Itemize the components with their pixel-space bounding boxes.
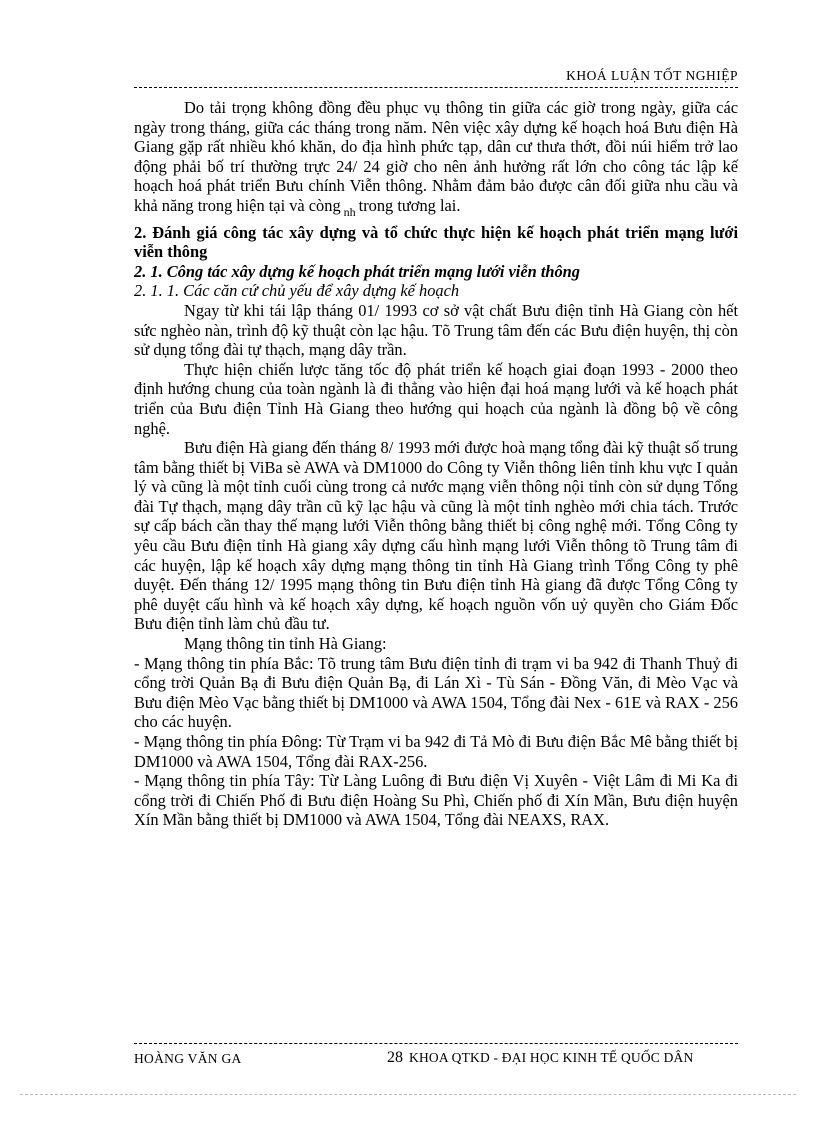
paragraph-1-subscript: nh <box>343 204 356 219</box>
paragraph-1 <box>134 98 738 223</box>
header-divider <box>134 87 738 88</box>
footer-divider <box>134 1043 738 1044</box>
footer-author: HOÀNG VĂN GA <box>134 1051 242 1066</box>
page-body <box>134 98 738 830</box>
paragraph-4: Bưu điện Hà giang đến tháng 8/ 1993 mới được hoà mạng tổng đài kỹ thuật số trung tâm bằng thiết bị ViBa sè AWA và DM1000 do Công ty Viễn thông liên tỉnh khu vực I quản lý và cũng là một tỉnh cuối cùng trong cả nước mạng viễn thông nội tỉnh còn sử dụng Tổng đài Tự thạch, mạng dây trần cũ kỹ lạc hậu và cũng là một tỉnh nghèo mới chia tách. Trước sự cấp bách cần thay thế mạng lưới Viễn thông bằng thiết bị công nghệ mới. Tổng Công ty yêu cầu Bưu điện tỉnh Hà giang xây dựng cấu hình mạng lưới Viễn thông tõ Trung tâm đi các huyện, lập kế hoạch xây dựng mạng thông tin tỉnh Hà Giang trình Tổng Công ty phê duyệt. Đến tháng 12/ 1995 mạng thông tin Bưu điện tỉnh Hà giang đã được Tổng Công ty phê duyệt cấu hình và kế hoạch xây dựng, kế hoạch nguồn vốn uỷ quyền cho Giám Đốc Bưu điện tỉnh làm chủ đầu tư. <box>134 438 738 634</box>
page-number: 28 <box>387 1049 403 1066</box>
footer-right <box>387 1049 693 1067</box>
paragraph-north-network: - Mạng thông tin phía Bắc: Tõ trung tâm Bưu điện tỉnh đi trạm vi ba 942 đi Thanh Thuỷ đi cổng trời Quản Bạ đi Bưu điện Quản Bạ, đi Lán Xì - Tù Sán - Đồng Văn, đi Mèo Vạc và Bưu điện Mèo Vạc bằng thiết bị DM1000 và AWA 1504, Tổng đài Nex - 61E và RAX - 256 cho các huyện. <box>134 653 738 732</box>
paragraph-1-end: trong tương lai. <box>358 195 461 215</box>
paragraph-east-network: - Mạng thông tin phía Đông: Từ Trạm vi ba 942 đi Tả Mò đi Bưu điện Bắc Mê bằng thiết bị DM1000 và AWA 1504, Tổng đài RAX-256. <box>134 732 738 771</box>
paragraph-3: Thực hiện chiến lược tăng tốc độ phát triển kế hoạch giai đoạn 1993 - 2000 theo định hướng chung của toàn ngành là đi thẳng vào hiện đại hoá mạng lưới và kế hoạch phát triển của Bưu điện Tỉnh Hà Giang theo hướng qui hoạch của ngành là đồng bộ về công nghệ. <box>134 359 738 438</box>
paragraph-1-text: Do tải trọng không đồng đều phục vụ thông tin giữa các giờ trong ngày, giữa các ngày trong tháng, giữa các tháng trong năm. Nên việc xây dựng kế hoạch hoá Bưu điện Hà Giang gặp rất nhiều khó khăn, do địa hình phức tạp, dân cư thưa thớt, đồi núi hiểm trở lao động phải bố trí thường trực 24/ 24 giờ cho nên ảnh hưởng rất lớn cho công tác lập kế hoạch hoá phát triển Bưu chính Viễn thông. Nhằm đảm bảo được cân đối giữa nhu cầu và khả năng trong hiện tại và còng <box>134 98 738 215</box>
footer-school: KHOA QTKD - ĐẠI HỌC KINH TẾ QUỐC DÂN <box>409 1050 694 1065</box>
heading-section-2-1-1: 2. 1. 1. Các căn cứ chủ yếu để xây dựng kế hoạch <box>134 281 460 301</box>
paragraph-2: Ngay từ khi tái lập tháng 01/ 1993 cơ sở vật chất Bưu điện tỉnh Hà Giang còn hết sức nghèo nàn, trình độ kỹ thuật còn lạc hậu. Tõ Trung tâm đến các Bưu điện huyện, thị còn sử dụng tổng đài tự thạch, mạng dây trần. <box>134 300 738 360</box>
heading-section-2: 2. Đánh giá công tác xây dựng và tổ chức thực hiện kế hoạch phát triển mạng lưới viễn thông <box>134 222 738 262</box>
paragraph-west-network: - Mạng thông tin phía Tây: Từ Làng Luông đi Bưu điện Vị Xuyên - Việt Lâm đi Mi Ka đi cổng trời đi Chiến Phố đi Bưu điện Hoàng Su Phì, Chiến phố đi Xín Mần, Bưu điện huyện Xín Mần bằng thiết bị DM1000 và AWA 1504, Tổng đài NEAXS, RAX. <box>134 771 738 830</box>
heading-section-2-1: 2. 1. Công tác xây dựng kế hoạch phát triển mạng lưới viễn thông <box>134 261 580 281</box>
running-header: KHOÁ LUẬN TỐT NGHIỆP <box>566 68 738 83</box>
page-bottom-edge <box>20 1094 796 1095</box>
paragraph-5: Mạng thông tin tỉnh Hà Giang: <box>184 634 387 654</box>
